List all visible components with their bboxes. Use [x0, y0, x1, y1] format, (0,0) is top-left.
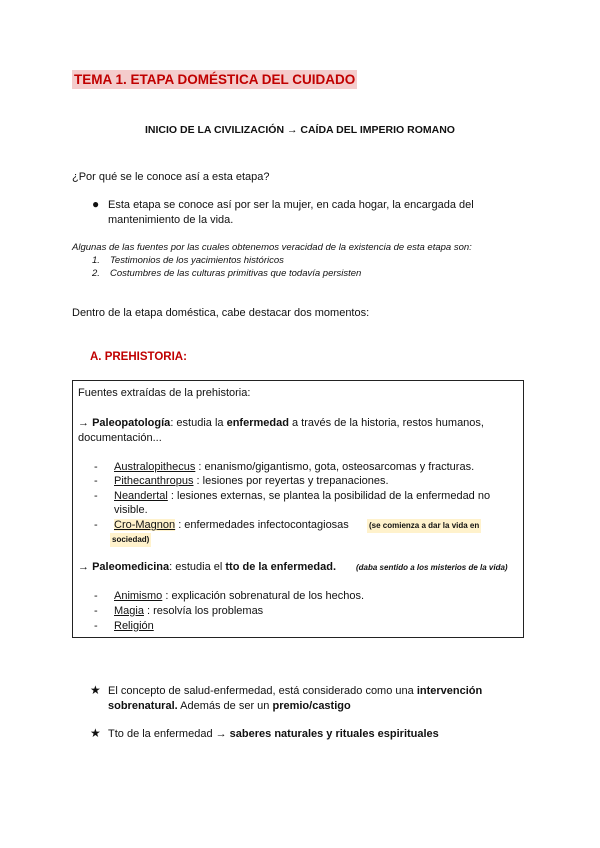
hominid-australopithecus [114, 460, 474, 475]
paleomedicina-note: (daba sentido a los misterios de la vida) [356, 563, 508, 572]
star1-text: El concepto de salud-enfermedad, está considerado como una [108, 685, 417, 697]
paleopatologia-line [78, 416, 484, 431]
paleopatologia-bold: enfermedad [226, 417, 289, 429]
period-subtitle: INICIO DE LA CIVILIZACIÓN → CAÍDA DEL IMPERIO ROMANO [145, 124, 455, 136]
dash-icon: - [94, 519, 98, 531]
bullet-icon: ● [92, 197, 100, 211]
dash-icon: - [94, 490, 98, 502]
star2-text: Tto de la enfermedad [108, 728, 216, 740]
star-item-1-line-1 [108, 684, 482, 699]
paleopatologia-line-2: documentación... [78, 432, 162, 444]
hominid-desc: : enfermedades infectocontagiosas [175, 519, 349, 531]
dash-icon: - [94, 475, 98, 487]
arrow-icon: → [78, 561, 93, 573]
source-num-2: 2. [92, 268, 100, 279]
paleopatologia-term: Paleopatología [92, 417, 171, 429]
hominid-desc: : lesiones por reyertas y trepanaciones. [193, 475, 389, 487]
cromagnon-note-1: (se comienza a dar la vida en [367, 519, 481, 533]
hominid-neandertal [114, 489, 490, 504]
star-item-2 [108, 727, 439, 742]
box-heading: Fuentes extraídas de la prehistoria: [78, 387, 251, 399]
paleopatologia-text-1: : estudia la [170, 417, 227, 429]
cromagnon-note-2: sociedad) [110, 533, 151, 547]
star1-bold: intervención [416, 685, 483, 697]
page-title: TEMA 1. ETAPA DOMÉSTICA DEL CUIDADO [74, 72, 356, 87]
dash-icon: - [94, 461, 98, 473]
paleopatologia-text-2: a través de la historia, restos humanos, [288, 417, 484, 429]
paleomedicina-text-1: : estudia el [169, 561, 226, 573]
hominid-cromagnon [114, 518, 349, 533]
source-num-1: 1. [92, 255, 100, 266]
source-text-2: Costumbres de las culturas primitivas que todavía persisten [110, 268, 362, 279]
answer-line-2: mantenimiento de la vida. [108, 214, 234, 226]
dash-icon: - [94, 605, 98, 617]
dash-icon: - [94, 590, 98, 602]
star1-bold-3: premio/castigo [272, 700, 351, 712]
practice-name: Magia [114, 605, 144, 617]
paleomedicina-term: Paleomedicina [92, 561, 170, 573]
section-heading-prehistoria: A. PREHISTORIA: [90, 351, 187, 363]
practice-name: Religión [114, 620, 154, 632]
moments-intro: Dentro de la etapa doméstica, cabe destacar dos momentos: [72, 307, 370, 319]
practice-magia [114, 604, 263, 619]
practice-animismo [114, 589, 364, 604]
paleomedicina-line [78, 560, 336, 575]
hominid-name: Cro-Magnon [114, 519, 176, 531]
hominid-pithecanthropus [114, 474, 389, 489]
practice-desc: : resolvía los problemas [143, 605, 264, 617]
practice-religion [114, 619, 154, 634]
answer-line-1: Esta etapa se conoce así por ser la mujer, en cada hogar, la encargada del [108, 199, 474, 211]
practice-desc: : explicación sobrenatural de los hechos. [162, 590, 365, 602]
hominid-name: Neandertal [114, 490, 168, 502]
star-item-1-line-2 [108, 699, 351, 714]
sources-intro: Algunas de las fuentes por las cuales obtenemos veracidad de la existencia de esta etapa son: [72, 242, 472, 253]
hominid-name: Australopithecus [114, 461, 196, 473]
source-text-1: Testimonios de los yacimientos históricos [110, 255, 284, 266]
hominid-desc: : lesiones externas, se plantea la posibilidad de la enfermedad no [167, 490, 491, 502]
star2-bold: → saberes naturales y rituales espirituales [215, 728, 439, 740]
hominid-name: Pithecanthropus [114, 475, 194, 487]
star1-text-2: Además de ser un [177, 700, 273, 712]
question-text: ¿Por qué se le conoce así a esta etapa? [72, 171, 270, 183]
star-bullet-icon: ★ [90, 683, 101, 697]
neandertal-line-2: visible. [114, 504, 148, 516]
star1-bold-2: sobrenatural. [108, 700, 178, 712]
hominid-desc: : enanismo/gigantismo, gota, osteosarcomas y fracturas. [195, 461, 475, 473]
practice-name: Animismo [114, 590, 163, 602]
star-bullet-icon: ★ [90, 726, 101, 740]
paleomedicina-bold: tto de la enfermedad. [225, 561, 337, 573]
dash-icon: - [94, 620, 98, 632]
arrow-icon: → [78, 417, 93, 429]
